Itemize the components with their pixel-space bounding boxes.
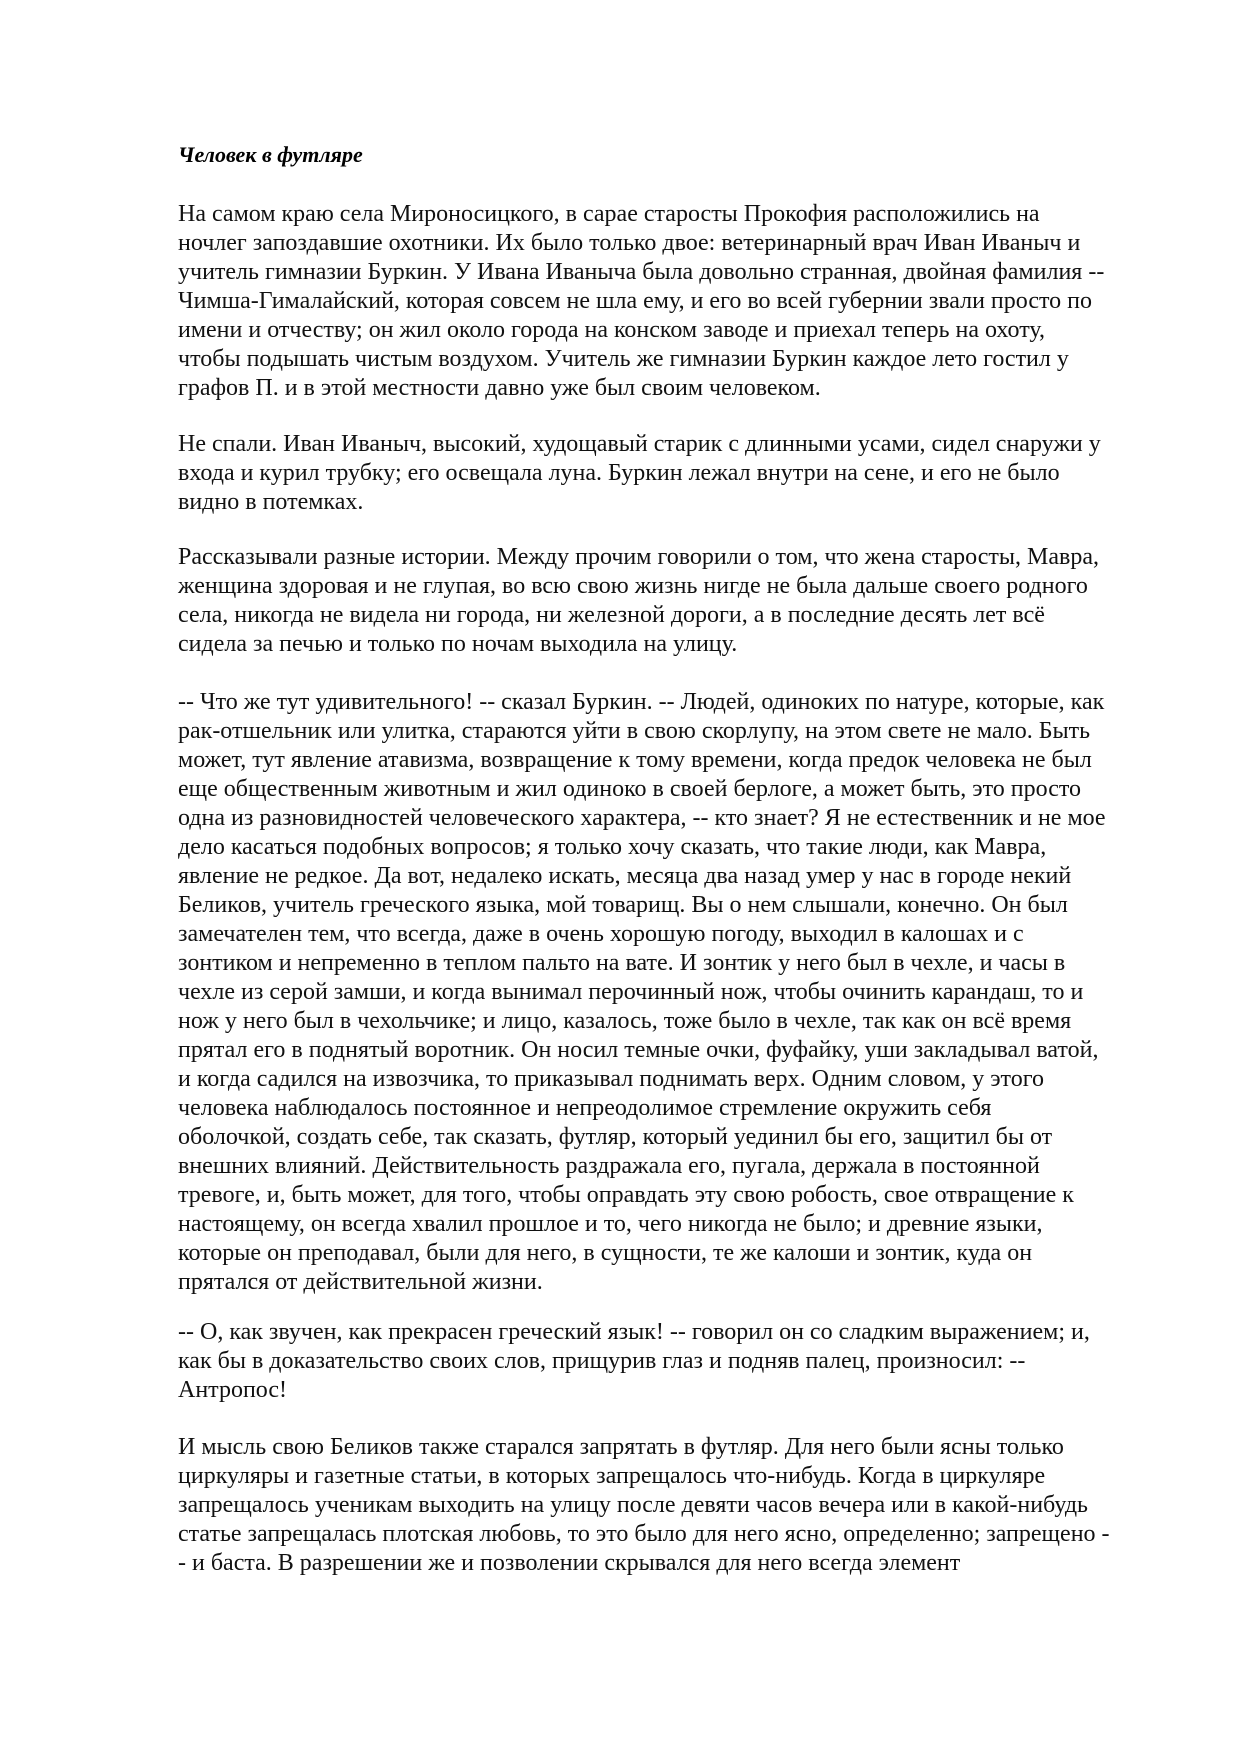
text-line: ночлег запоздавшие охотники. Их было только двое: ветеринарный врач Иван Иваныч и	[178, 230, 1081, 256]
text-line: учитель гимназии Буркин. У Ивана Иваныча была довольно странная, двойная фамилия --	[178, 259, 1105, 285]
text-line: оболочкой, создать себе, так сказать, футляр, который уединил бы его, защитил бы от	[178, 1124, 1053, 1150]
text-line: входа и курил трубку; его освещала луна. Буркин лежал внутри на сене, и его не было	[178, 460, 1060, 486]
text-line: дело касаться подобных вопросов; я только хочу сказать, что такие люди, как Мавра,	[178, 834, 1047, 860]
text-line: графов П. и в этой местности давно уже был своим человеком.	[178, 375, 821, 401]
text-line: нож у него был в чехольчике; и лицо, казалось, тоже было в чехле, так как он всё время	[178, 1008, 1072, 1034]
document-title: Человек в футляре	[178, 142, 363, 167]
text-line: еще общественным животным и жил одиноко в своей берлоге, а может быть, это просто	[178, 776, 1082, 802]
paragraph-1	[178, 200, 1158, 403]
text-line: которые он преподавал, были для него, в сущности, те же калоши и зонтик, куда он	[178, 1240, 1033, 1266]
text-line: явление не редкое. Да вот, недалеко искать, месяца два назад умер у нас в городе некий	[178, 863, 1072, 889]
text-line: чтобы подышать чистым воздухом. Учитель же гимназии Буркин каждое лето гостил у	[178, 346, 1069, 372]
paragraph-4	[178, 688, 1158, 1297]
text-line: -- Что же тут удивительного! -- сказал Буркин. -- Людей, одиноких по натуре, которые, как	[178, 689, 1105, 715]
text-line: На самом краю села Мироносицкого, в сарае старосты Прокофия расположились на	[178, 201, 1040, 227]
text-line: прятался от действительной жизни.	[178, 1269, 543, 1295]
text-line: одна из разновидностей человеческого характера, -- кто знает? Я не естественник и не мое	[178, 805, 1106, 831]
text-line: может, тут явление атавизма, возвращение к тому времени, когда предок человека не был	[178, 747, 1092, 773]
text-line: статье запрещалась плотская любовь, то это было для него ясно, определенно; запрещено -	[178, 1521, 1110, 1547]
text-line: зонтиком и непременно в теплом пальто на вате. И зонтик у него был в чехле, и часы в	[178, 950, 1066, 976]
text-line: Антропос!	[178, 1377, 288, 1403]
text-line: как бы в доказательство своих слов, прищурив глаз и подняв палец, произносил: --	[178, 1348, 1026, 1374]
text-line: циркуляры и газетные статьи, в которых запрещалось что-нибудь. Когда в циркуляре	[178, 1463, 1046, 1489]
text-line: - и баста. В разрешении же и позволении скрывался для него всегда элемент	[178, 1550, 961, 1576]
text-line: тревоге, и, быть может, для того, чтобы оправдать эту свою робость, свое отвращение к	[178, 1182, 1074, 1208]
paragraph-5	[178, 1318, 1158, 1405]
text-line: имени и отчеству; он жил около города на конском заводе и приехал теперь на охоту,	[178, 317, 1045, 343]
text-line: Не спали. Иван Иваныч, высокий, худощавый старик с длинными усами, сидел снаружи у	[178, 431, 1101, 457]
text-line: чехле из серой замши, и когда вынимал перочинный нож, чтобы очинить карандаш, то и	[178, 979, 1084, 1005]
text-line: Беликов, учитель греческого языка, мой товарищ. Вы о нем слышали, конечно. Он был	[178, 892, 1068, 918]
text-line: внешних влияний. Действительность раздражала его, пугала, держала в постоянной	[178, 1153, 1040, 1179]
text-line: села, никогда не видела ни города, ни железной дороги, а в последние десять лет всё	[178, 602, 1045, 628]
text-line: -- О, как звучен, как прекрасен греческий язык! -- говорил он со сладким выражением; и,	[178, 1319, 1090, 1345]
text-line: рак-отшельник или улитка, стараются уйти в свою скорлупу, на этом свете не мало. Быть	[178, 718, 1091, 744]
text-line: Чимша-Гималайский, которая совсем не шла ему, и его во всей губернии звали просто по	[178, 288, 1093, 314]
text-line: женщина здоровая и не глупая, во всю свою жизнь нигде не была дальше своего родного	[178, 573, 1088, 599]
text-line: видно в потемках.	[178, 489, 364, 515]
paragraph-6	[178, 1433, 1158, 1578]
text-line: и когда садился на извозчика, то приказывал поднимать верх. Одним словом, у этого	[178, 1066, 1044, 1092]
text-line: прятал его в поднятый воротник. Он носил темные очки, фуфайку, уши закладывал ватой,	[178, 1037, 1099, 1063]
text-line: запрещалось ученикам выходить на улицу после девяти часов вечера или в какой-нибудь	[178, 1492, 1088, 1518]
text-line: Рассказывали разные истории. Между прочим говорили о том, что жена старосты, Мавра,	[178, 544, 1100, 570]
paragraph-2	[178, 430, 1158, 517]
text-line: замечателен тем, что всегда, даже в очень хорошую погоду, выходил в калошах и с	[178, 921, 1024, 947]
text-line: И мысль свою Беликов также старался запрятать в футляр. Для него были ясны только	[178, 1434, 1064, 1460]
text-line: человека наблюдалось постоянное и непреодолимое стремление окружить себя	[178, 1095, 992, 1121]
text-line: настоящему, он всегда хвалил прошлое и то, чего никогда не было; и древние языки,	[178, 1211, 1043, 1237]
text-line: сидела за печью и только по ночам выходила на улицу.	[178, 631, 738, 657]
paragraph-3	[178, 543, 1158, 659]
